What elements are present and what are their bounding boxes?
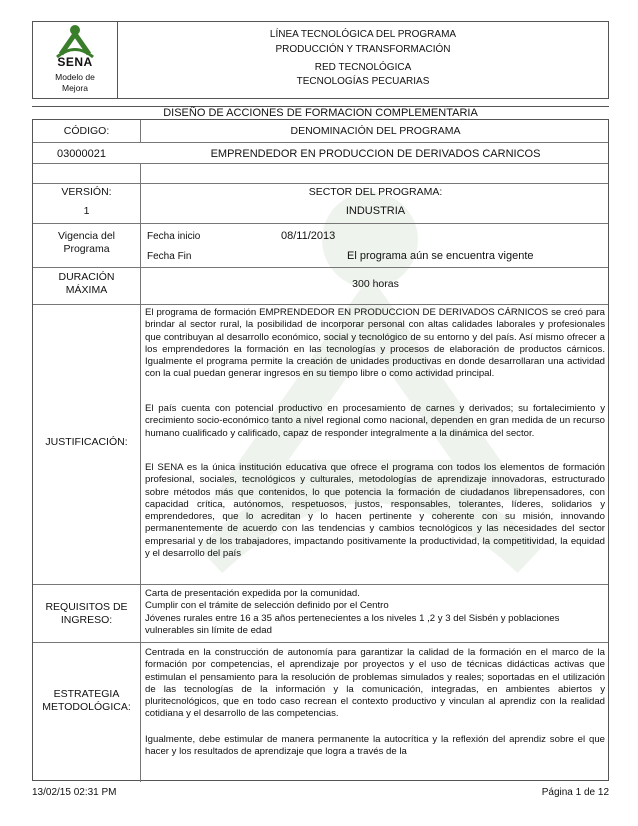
- version-label: VERSIÓN:: [61, 186, 112, 198]
- justificacion-paragraph-3: El SENA es la única institución educativa que ofrece el programa con todos los elementos de formación profesional, sociales, tecnológicos y culturales, metodologías de aprendizaje innovadoras, estructurado sobre métodos más que contenidos, lo que potencia la formación de ciudadanos librepensadores, con capacidad crítica, autónomos, respetuosos, justos, responsables, tolerantes, líderes, solidarios y emprendedores, que lo acreditan y lo hacen pertinente y coherente con su misión, innovando permanentemente de acuerdo con las tendencias y cambios tecnológicos y las necesidades del sector empresarial y de los trabajadores, impactando positivamente la productividad, la competitividad, la equidad y el desarrollo del país: [145, 462, 605, 560]
- program-table: [32, 119, 609, 781]
- modelo-mejora-label: Modelo de Mejora: [55, 72, 95, 93]
- document-header: [32, 21, 609, 99]
- requisito-item: Jóvenes rurales entre 16 a 35 años pertenecientes a los niveles 1 ,2 y 3 del Sisbén y poblaciones vulnerables sin límite de edad: [145, 612, 560, 636]
- red-tecnologica-heading: RED TECNOLÓGICA: [314, 62, 412, 73]
- denominacion-label: DENOMINACIÓN DEL PROGRAMA: [290, 125, 461, 137]
- vigencia-label: Vigencia del Programa: [57, 230, 116, 255]
- justificacion-paragraph-2: El país cuenta con potencial productivo en procesamiento de carnes y derivados; su fortalecimiento y crecimiento socio-económico tanto a nivel regional como nacional, dependen en gran medida de un recurso humano cualificado y calificado, capaz de responder integralmente a la dinámica del sector.: [145, 403, 605, 439]
- duracion-value: 300 horas: [352, 278, 399, 290]
- estrategia-label: ESTRATEGIA METODOLÓGICA:: [42, 688, 131, 713]
- linea-tecnologica-value: PRODUCCIÓN Y TRANSFORMACIÓN: [275, 44, 451, 55]
- estrategia-paragraph-2: Igualmente, debe estimular de manera permanente la autocrítica y la reflexión del aprendiz sobre el que hacer y los resultados de aprendizaje que logra a través de la: [145, 734, 605, 758]
- sena-logo-icon: [55, 24, 95, 58]
- sector-label: SECTOR DEL PROGRAMA:: [308, 186, 443, 198]
- justificacion-label: JUSTIFICACIÓN:: [45, 436, 128, 448]
- page-title: DISEÑO DE ACCIONES DE FORMACION COMPLEMENTARIA: [32, 106, 609, 119]
- denominacion-value: EMPRENDEDOR EN PRODUCCION DE DERIVADOS CARNICOS: [210, 148, 541, 160]
- version-value: 1: [83, 205, 90, 217]
- requisito-item: Carta de presentación expedida por la comunidad.: [145, 588, 360, 599]
- duracion-label: DURACIÓN MÁXIMA: [58, 271, 115, 296]
- fecha-fin-label: Fecha Fin: [147, 251, 192, 262]
- requisito-item: Cumplir con el trámite de selección definido por el Centro: [145, 600, 389, 612]
- footer-timestamp: 13/02/15 02:31 PM: [32, 787, 117, 798]
- justificacion-paragraph-1: El programa de formación EMPRENDEDOR EN PRODUCCION DE DERIVADOS CÁRNICOS se creó para brindar al sector rural, la posibilidad de incorporar personal con altas calidades laborales y profesionales que contribuyan al desarrollo económico, social y tecnológico de su entorno y del país. Así mismo ofrecer a los emprendedores la formación en las tecnologías y procesos de elaboración de productos cárnicos. Igualmente el programa permite la creación de unidades productivas en donde desarrollaran una actividad con la cual puedan generar ingresos en su tiempo libre o como actividad principal.: [145, 307, 605, 380]
- fecha-fin-value: El programa aún se encuentra vigente: [347, 250, 534, 262]
- sena-logo: [33, 22, 117, 98]
- codigo-label: CÓDIGO:: [63, 125, 110, 137]
- red-tecnologica-value: TECNOLOGÍAS PECUARIAS: [296, 76, 430, 87]
- sector-value: INDUSTRIA: [345, 205, 406, 217]
- sena-logo-text: SENA: [57, 55, 93, 69]
- estrategia-paragraph-1: Centrada en la construcción de autonomía para garantizar la calidad de la formación en el marco de la formación por competencias, el aprendizaje por proyectos y el uso de técnicas didácticas activas que estimulan el pensamiento para la resolución de problemas simulados y reales; soportadas en el utilización de las tecnologías de la información y la comunicación, integradas, en ambientes abiertos y pluritecnológicos, que en todo caso recrean el contexto productivo y vinculan al aprendiz con la realidad cotidiana y el desarrollo de las competencias.: [145, 647, 605, 720]
- fecha-inicio-value: 08/11/2013: [281, 230, 336, 242]
- requisitos-list: [145, 588, 605, 637]
- requisitos-label: REQUISITOS DE INGRESO:: [45, 601, 128, 626]
- fecha-inicio-label: Fecha inicio: [147, 231, 201, 242]
- footer-page-number: Página 1 de 12: [541, 787, 609, 798]
- linea-tecnologica-heading: LÍNEA TECNOLÓGICA DEL PROGRAMA: [269, 29, 457, 40]
- codigo-value: 03000021: [57, 148, 106, 160]
